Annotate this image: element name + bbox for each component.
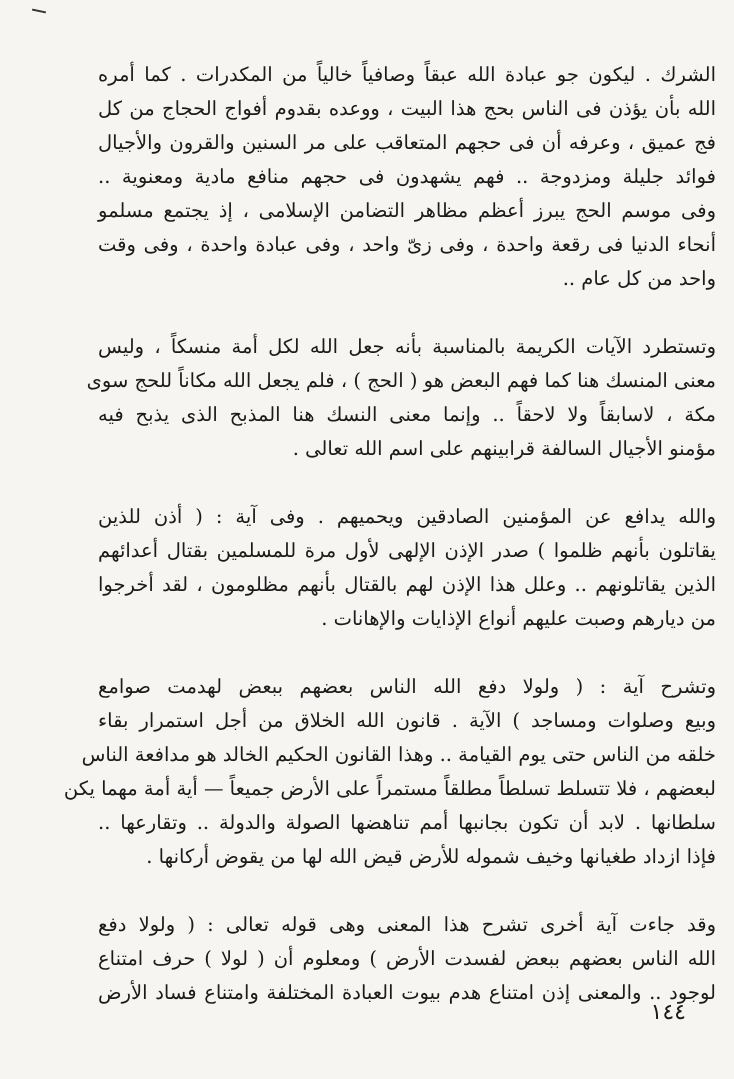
paragraph — [98, 500, 716, 636]
text-line: وبيع وصلوات ومساجد ) الآية . قانون الله الخلاق من أجل استمرار بقاء — [98, 709, 716, 732]
paragraph — [86, 330, 716, 466]
text-line: من ديارهم وصبت عليهم أنواع الإذايات والإهانات . — [321, 607, 716, 630]
page-body — [63, 58, 716, 1044]
text-line: يقاتلون بأنهم ظلموا ) صدر الإذن الإلهى لأول مرة للمسلمين بقتال أعدائهم — [98, 539, 716, 562]
text-line: معنى المنسك هنا كما فهم البعض هو ( الحج ) ، فلم يجعل الله مكاناً للحج سوى — [86, 369, 716, 392]
text-line: وتستطرد الآيات الكريمة بالمناسبة بأنه جعل الله لكل أمة منسكاً ، وليس — [98, 335, 716, 358]
text-line: الله الناس بعضهم ببعض لفسدت الأرض ) ومعلوم أن ( لولا ) حرف امتناع — [98, 947, 716, 970]
text-line: والله يدافع عن المؤمنين الصادقين ويحميهم . وفى آية : ( أذن للذين — [98, 505, 716, 528]
text-line: مكة ، لاسابقاً ولا لاحقاً .. وإنما معنى النسك هنا المذبح الذى يذبح فيه — [98, 403, 716, 426]
text-line: واحد من كل عام .. — [562, 267, 716, 290]
text-line: الذين يقاتلونهم .. وعلل هذا الإذن لهم بالقتال بأنهم مظلومون ، لقد أخرجوا — [98, 573, 716, 596]
paragraph — [63, 670, 716, 874]
text-line: لبعضهم ، فلا تتسلط تسلطاً مطلقاً مستمراً على الأرض جميعاً — أية أمة مهما يكن — [63, 777, 716, 800]
text-line: وفى موسم الحج يبرز أعظم مظاهر التضامن الإسلامى ، إذ يجتمع مسلمو — [98, 199, 716, 222]
text-line: الله بأن يؤذن فى الناس بحج هذا البيت ، ووعده بقدوم أفواج الحجاج من كل — [98, 97, 716, 120]
page-number: ١٤٤ — [650, 1000, 686, 1025]
text-line: الشرك . ليكون جو عبادة الله عبقاً وصافياً خالياً من المكدرات . كما أمره — [98, 63, 716, 86]
text-line: وقد جاءت آية أخرى تشرح هذا المعنى وهى قوله تعالى : ( ولولا دفع — [98, 913, 716, 936]
text-line: مؤمنو الأجيال السالفة قرابينهم على اسم الله تعالى . — [292, 437, 716, 460]
scan-mark — [32, 9, 46, 14]
text-line: خلقه من الناس حتى يوم القيامة .. وهذا القانون الحكيم الخالد هو مدافعة الناس — [81, 743, 716, 766]
text-line: وتشرح آية : ( ولولا دفع الله الناس بعضهم ببعض لهدمت صوامع — [98, 675, 716, 698]
text-line: سلطانها . لابد أن تكون بجانبها أمم تناهضها الصولة والدولة .. وتقارعها .. — [98, 811, 716, 834]
text-line: فإذا ازداد طغيانها وخيف شموله للأرض قيض الله لها من يقوض أركانها . — [146, 845, 716, 868]
paragraph — [98, 908, 716, 1010]
text-line: فج عميق ، وعرفه أن فى حجهم المتعاقب على مر السنين والقرون والأجيال — [98, 131, 716, 154]
paragraph — [98, 58, 716, 296]
text-line: فوائد جليلة ومزدوجة .. فهم يشهدون فى حجهم منافع مادية ومعنوية .. — [98, 165, 716, 188]
text-line: لوجود .. والمعنى إذن امتناع هدم بيوت العبادة المختلفة وامتناع فساد الأرض — [98, 981, 716, 1004]
text-line: أنحاء الدنيا فى رقعة واحدة ، وفى زىّ واحد ، وفى عبادة واحدة ، وفى وقت — [98, 233, 716, 256]
